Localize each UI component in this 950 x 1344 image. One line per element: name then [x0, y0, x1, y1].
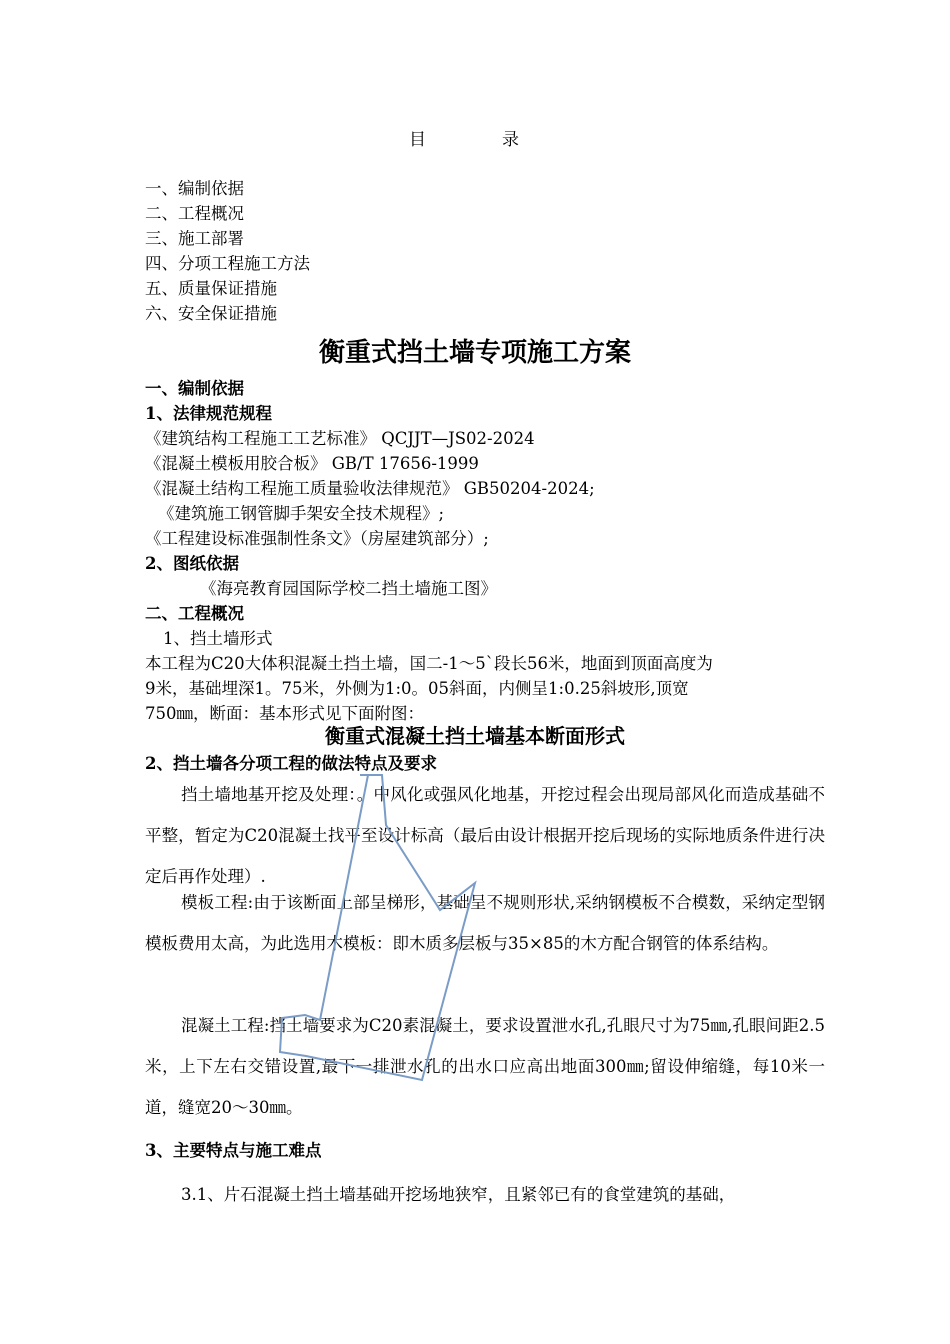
reference-item: 《建筑结构工程施工工艺标准》 QCJJT—JS02-2024	[145, 429, 535, 448]
paragraph: 挡土墙地基开挖及处理：。中风化或强风化地基，开挖过程会出现局部风化而造成基础不平整，暂定为C20混凝土找平至设计标高（最后由设计根据开挖后现场的实际地质条件进行决定后再作处理）.	[145, 785, 825, 886]
description-line: 750㎜，断面：基本形式见下面附图：	[145, 704, 424, 723]
description-line: 9米，基础埋深1。75米，外侧为1:0。05斜面，内侧呈1:0.25斜坡形,顶宽	[145, 679, 689, 698]
toc-item: 四、分项工程施工方法	[145, 254, 310, 273]
paragraph: 混凝土工程:挡土墙要求为C20素混凝土，要求设置泄水孔,孔眼尺寸为75㎜,孔眼间距2.5米，上下左右交错设置,最下一排泄水孔的出水口应高出地面300㎜;留设伸缩缝，每10米一道，缝宽20～30㎜。	[145, 1016, 825, 1117]
toc-title	[409, 125, 519, 150]
figure-title: 衡重式混凝土挡土墙基本断面形式	[325, 724, 625, 748]
subsection-heading: 2、挡土墙各分项工程的做法特点及要求	[145, 754, 437, 773]
reference-item: 《工程建设标准强制性条文》（房屋建筑部分）;	[145, 529, 489, 548]
drawing-reference: 《海亮教育园国际学校二挡土墙施工图》	[200, 579, 497, 598]
description-line: 本工程为C20大体积混凝土挡土墙，国二-1～5`段长56米，地面到顶面高度为	[145, 654, 713, 673]
toc-item: 一、编制依据	[145, 179, 244, 198]
section-heading: 一、编制依据	[145, 379, 244, 398]
reference-item: 《混凝土模板用胶合板》 GB/T 17656-1999	[145, 454, 479, 473]
paragraph: 模板工程:由于该断面上部呈梯形，基础呈不规则形状,采纳钢模板不合模数，采纳定型钢模板费用太高，为此选用木模板：即木质多层板与35×85的木方配合钢管的体系结构。	[145, 893, 825, 953]
reference-item: 《建筑施工钢管脚手架安全技术规程》;	[158, 504, 445, 523]
reference-item: 《混凝土结构工程施工质量验收法律规范》 GB50204-2024;	[145, 479, 595, 498]
subsection-heading: 1、挡土墙形式	[163, 629, 273, 648]
toc-item: 六、安全保证措施	[145, 304, 277, 323]
paragraph: 3.1、片石混凝土挡土墙基础开挖场地狭窄，且紧邻已有的食堂建筑的基础，	[181, 1185, 736, 1204]
toc-item: 三、施工部署	[145, 229, 244, 248]
subsection-heading: 2、图纸依据	[145, 554, 239, 573]
section-heading: 二、工程概况	[145, 604, 244, 623]
toc-item: 二、工程概况	[145, 204, 244, 223]
subsection-heading: 1、法律规范规程	[145, 404, 272, 423]
toc-title-char-1: 目	[409, 130, 426, 150]
subsection-heading: 3、主要特点与施工难点	[145, 1141, 322, 1160]
toc-title-char-2: 录	[502, 130, 519, 150]
document-title: 衡重式挡土墙专项施工方案	[318, 338, 631, 368]
toc-item: 五、质量保证措施	[145, 279, 277, 298]
